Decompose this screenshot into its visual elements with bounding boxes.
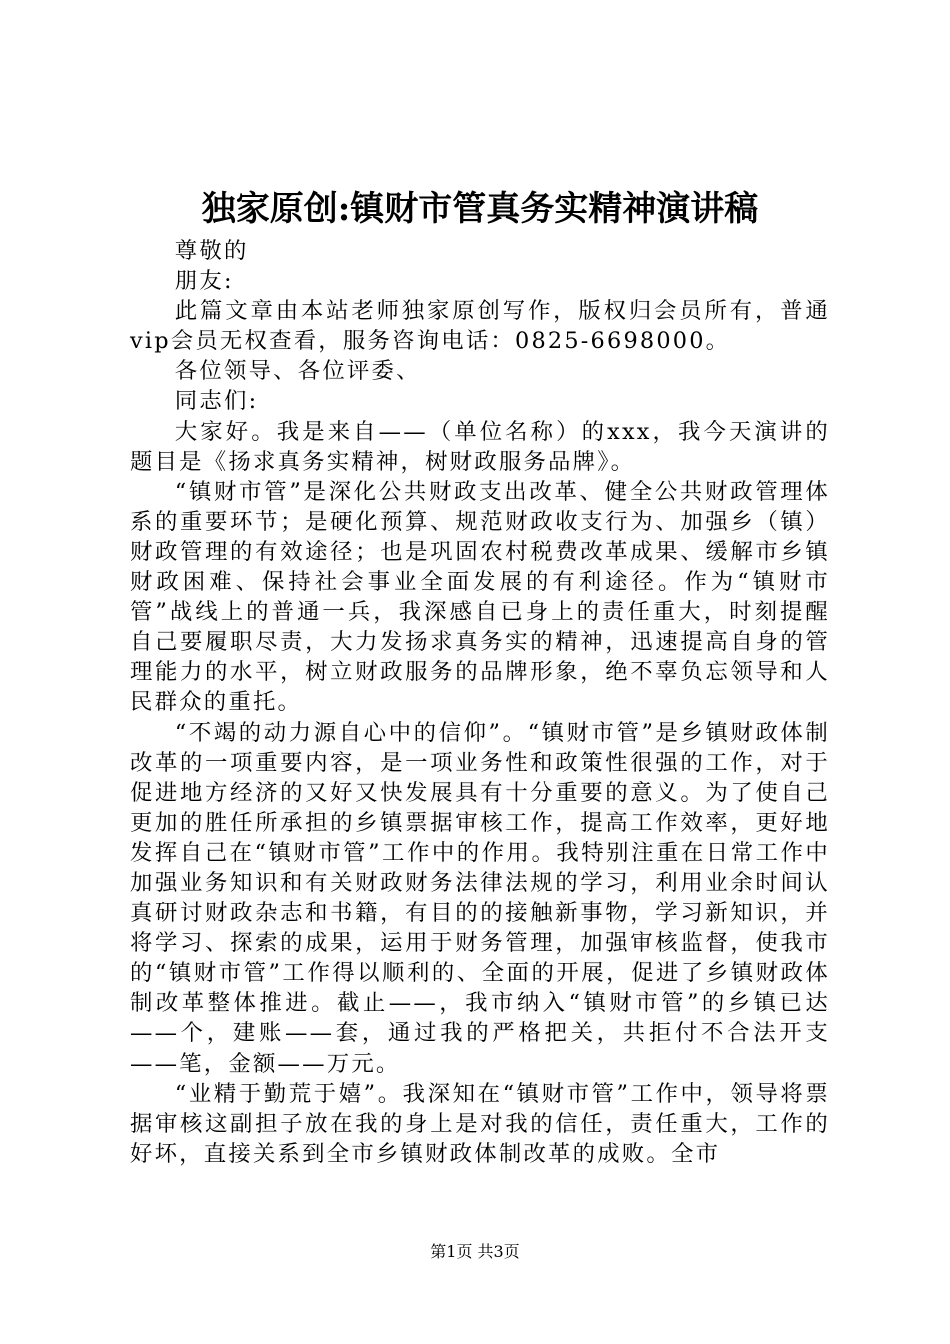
salutation-line-4: 同志们: bbox=[174, 388, 259, 415]
body-paragraph: “不竭的动力源自心中的信仰”。“镇财市管”是乡镇财政体制改革的一项重要内容，是一项业务性和政策性很强的工作，对于促进地方经济的又好又快发展具有十分重要的意义。为了使自己更加的胜任所承担的乡镇票据审核工作，提高工作效率，更好地发挥自己在“镇财市管”工作中的作用。我特别注重在日常工作中加强业务知识和有关财政财务法律法规的学习，利用业余时间认真研讨财政杂志和书籍，有目的的接触新事物，学习新知识，并将学习、探索的成果，运用于财务管理，加强审核监督，使我市的“镇财市管”工作得以顺利的、全面的开展，促进了乡镇财政体制改革整体推进。截止——，我市纳入“镇财市管”的乡镇已达——个，建账——套，通过我的严格把关，共拒付不合法开支——笔，金额——万元。 bbox=[130, 719, 830, 1077]
body-paragraph: “镇财市管”是深化公共财政支出改革、健全公共财政管理体系的重要环节；是硬化预算、规范财政收支行为、加强乡（镇）财政管理的有效途径；也是巩固农村税费改革成果、缓解市乡镇财政困难、保持社会事业全面发展的有利途径。作为“镇财市管”战线上的普通一兵，我深感自已身上的责任重大，时刻提醒自己要履职尽责，大力发扬求真务实的精神，迅速提高自身的管理能力的水平，树立财政服务的品牌形象，绝不辜负忘领导和人民群众的重托。 bbox=[130, 478, 830, 716]
salutation-line-2: 朋友: bbox=[174, 268, 234, 295]
salutation-line-1: 尊敬的 bbox=[174, 238, 249, 264]
page-number-footer: 第1页 共3页 bbox=[430, 1242, 520, 1261]
copyright-notice: 此篇文章由本站老师独家原创写作，版权归会员所有，普通vip会员无权查看，服务咨询电话：0825-6698000。 bbox=[130, 298, 830, 355]
salutation-line-3: 各位领导、各位评委、 bbox=[174, 358, 421, 385]
document-body bbox=[130, 236, 830, 1169]
body-paragraph: 大家好。我是来自——（单位名称）的xxx，我今天演讲的题目是《扬求真务实精神，树财政服务品牌》。 bbox=[130, 418, 830, 475]
body-paragraph: “业精于勤荒于嬉”。我深知在“镇财市管”工作中，领导将票据审核这副担子放在我的身上是对我的信任，责任重大，工作的好坏，直接关系到全市乡镇财政体制改革的成败。全市 bbox=[130, 1080, 830, 1167]
document-title: 独家原创:镇财市管真务实精神演讲稿 bbox=[201, 189, 759, 229]
